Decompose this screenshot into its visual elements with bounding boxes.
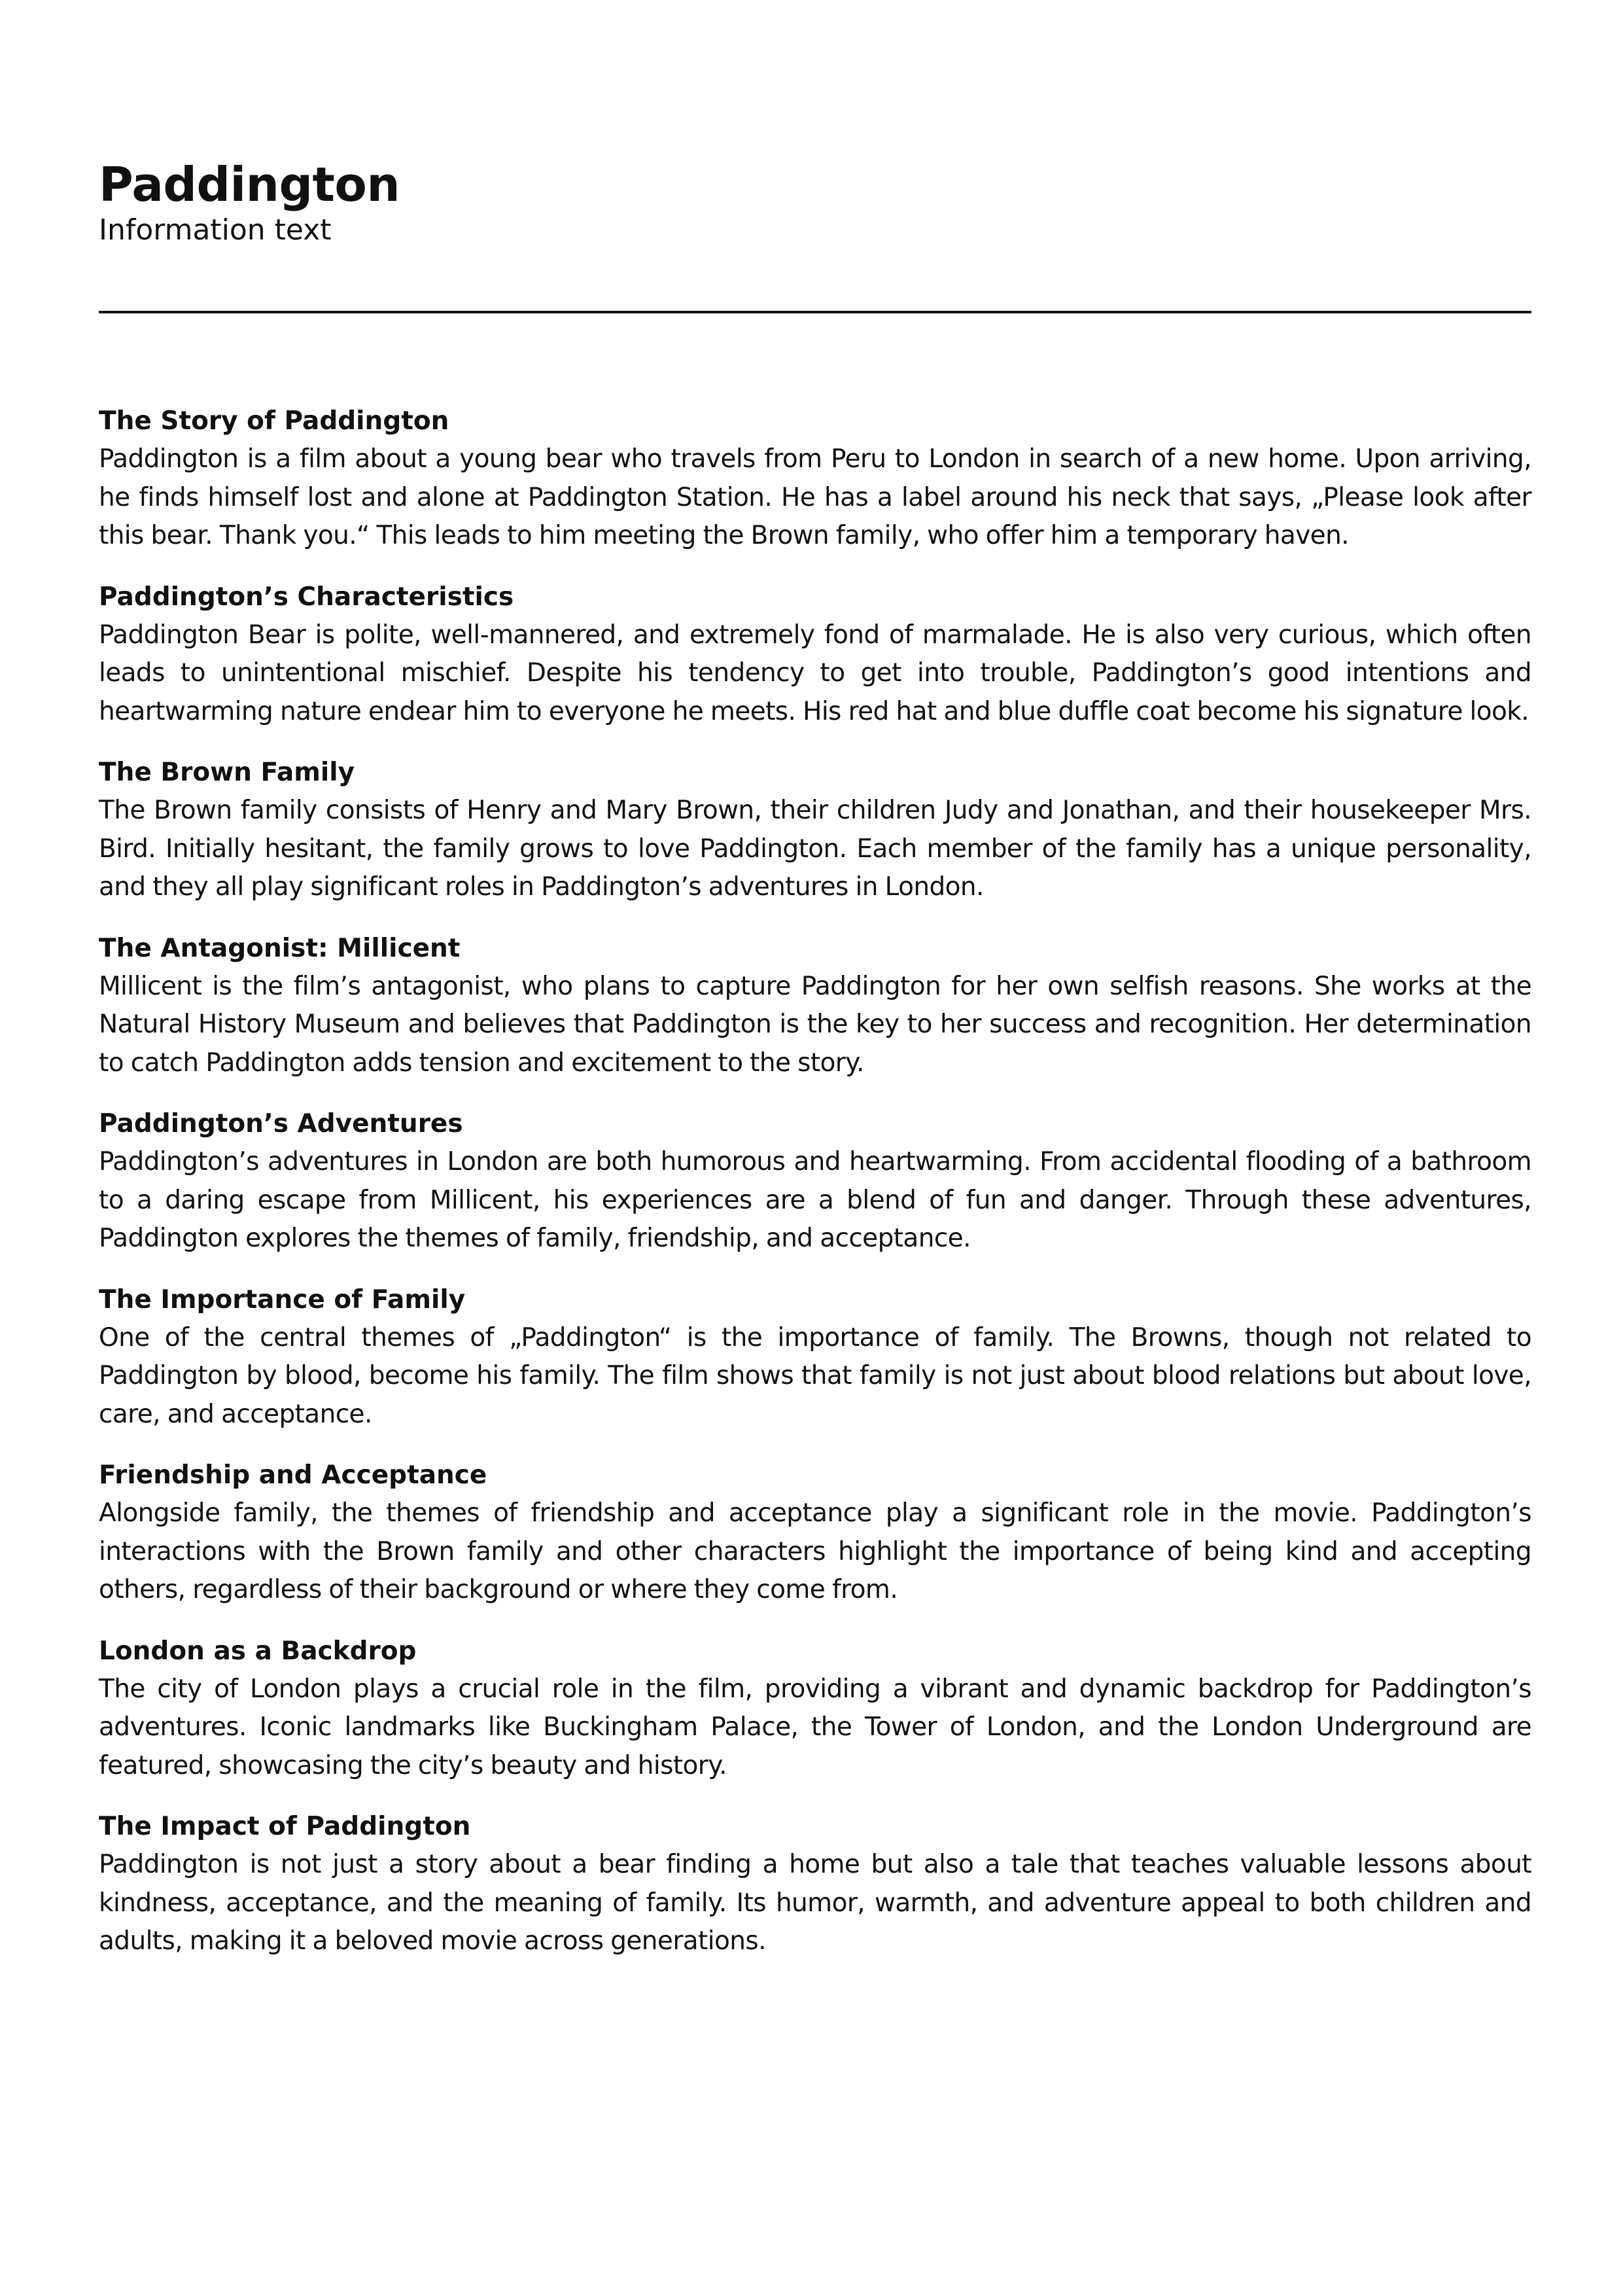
document-title: Paddington [99, 157, 400, 212]
section-heading: The Importance of Family [99, 1284, 466, 1315]
section-family [99, 1281, 1531, 1434]
title-divider [99, 311, 1531, 313]
section-heading: London as a Backdrop [99, 1636, 417, 1666]
section-body: Paddington’s adventures in London are both humorous and heartwarming. From accidental flooding of a bathroom to a daring escape from Millicent, his experiences are a blend of fun and danger. Through these adventures, Paddington explores the themes of family, friendship, and acceptance. [99, 1147, 1531, 1253]
section-heading: Friendship and Acceptance [99, 1460, 487, 1490]
section-adventures [99, 1105, 1531, 1258]
section-heading: Paddington’s Adventures [99, 1109, 463, 1139]
section-characteristics [99, 578, 1531, 732]
section-heading: Paddington’s Characteristics [99, 582, 514, 612]
section-body: The Brown family consists of Henry and Mary Brown, their children Judy and Jonathan, and their housekeeper Mrs. Bird. Initially hesitant, the family grows to love Paddington. Each member of the family has a unique personality, and they all play significant roles in Paddington’s adventures in London. [99, 796, 1531, 902]
section-heading: The Impact of Paddington [99, 1812, 471, 1841]
section-body: Paddington is a film about a young bear who travels from Peru to London in search of a new home. Upon arriving, he finds himself lost and alone at Paddington Station. He has a label around his neck that says, „Please look after this bear. Thank you.“ This leads to him meeting the Brown family, who offer him a temporary haven. [99, 444, 1531, 550]
document-subtitle: Information text [99, 213, 332, 247]
section-london [99, 1633, 1531, 1786]
section-story [99, 402, 1531, 556]
section-body: Paddington is not just a story about a bear finding a home but also a tale that teaches valuable lessons about kindness, acceptance, and the meaning of family. Its humor, warmth, and adventure appeal to both children and adults, making it a beloved movie across generations. [99, 1850, 1531, 1956]
section-body: Alongside family, the themes of friendship and acceptance play a significant role in the movie. Paddington’s interactions with the Brown family and other characters highlight the importance of being kind and accepting others, regardless of their background or where they come from. [99, 1498, 1531, 1604]
section-body: One of the central themes of „Paddington“ is the importance of family. The Browns, though not related to Paddington by blood, become his family. The film shows that family is not just about blood relations but about love, care, and acceptance. [99, 1322, 1531, 1429]
section-friendship [99, 1457, 1531, 1610]
section-heading: The Story of Paddington [99, 406, 449, 436]
document-page [99, 157, 1531, 1956]
section-heading: The Brown Family [99, 758, 355, 787]
section-impact [99, 1808, 1531, 1961]
section-body: The city of London plays a crucial role in the film, providing a vibrant and dynamic backdrop for Paddington’s adventures. Iconic landmarks like Buckingham Palace, the Tower of London, and the London Underground are featured, showcasing the city’s beauty and history. [99, 1674, 1531, 1780]
section-antagonist [99, 930, 1531, 1083]
section-body: Paddington Bear is polite, well-mannered, and extremely fond of marmalade. He is also very curious, which often leads to unintentional mischief. Despite his tendency to get into trouble, Paddington’s good intentions and heartwarming nature endear him to everyone he meets. His red hat and blue duffle coat become his signature look. [99, 620, 1531, 726]
section-heading: The Antagonist: Millicent [99, 933, 461, 963]
section-body: Millicent is the film’s antagonist, who plans to capture Paddington for her own selfish reasons. She works at the Natural History Museum and believes that Paddington is the key to her success and recognition. Her determination to catch Paddington adds tension and excitement to the story. [99, 971, 1531, 1078]
section-brown-family [99, 754, 1531, 907]
sections-container [99, 402, 1531, 1984]
